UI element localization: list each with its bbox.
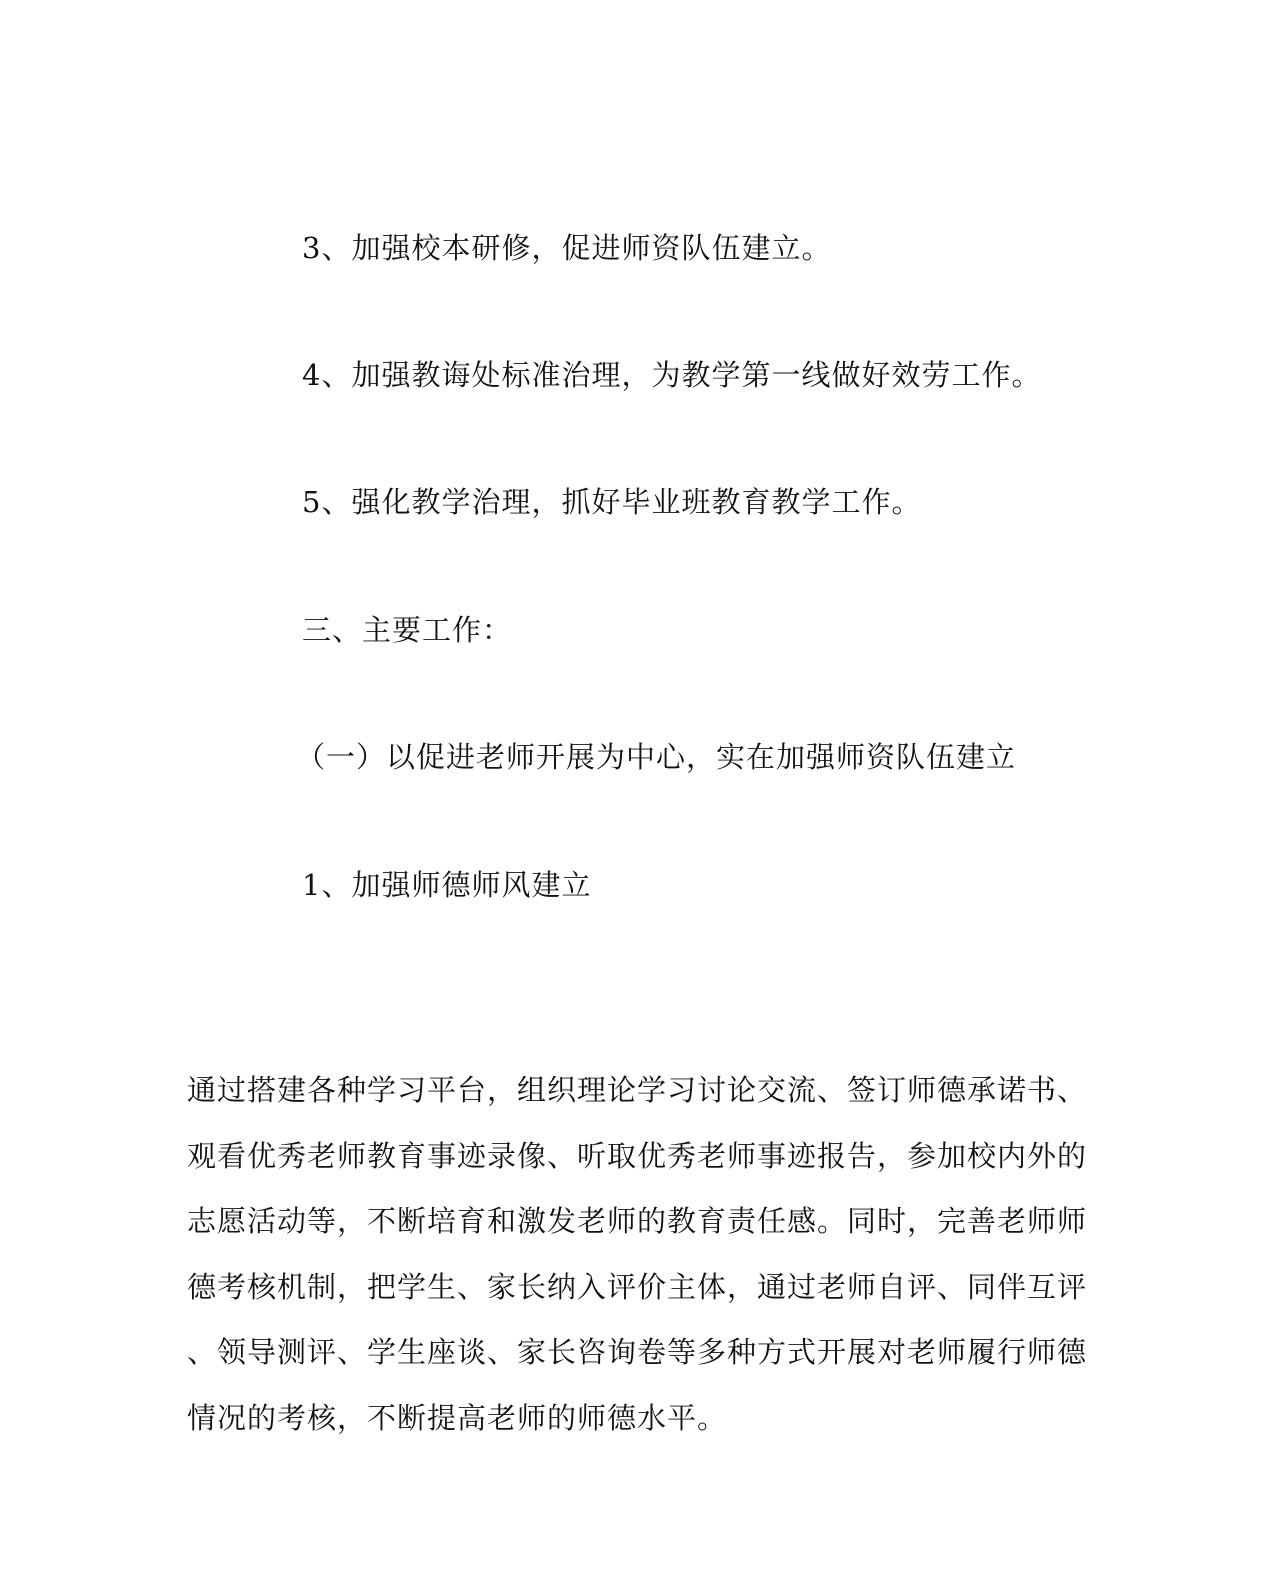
paragraph-line: 观看优秀老师教育事迹录像、听取优秀老师事迹报告，参加校内外的 (187, 1138, 1088, 1173)
paragraph-line: 、领导测评、学生座谈、家长咨询卷等多种方式开展对老师履行师德 (187, 1335, 1088, 1369)
subitem-1-heading: 1、加强师德师风建立 (302, 868, 592, 902)
body-paragraph (187, 1058, 1088, 1451)
item-4-text: 4、加强教诲处标准治理，为教学第一线做好效劳工作。 (302, 358, 1042, 392)
paragraph-line: 志愿活动等，不断培育和激发老师的教育责任感。同时，完善老师师 (187, 1204, 1088, 1238)
paragraph-line: 情况的考核，不断提高老师的师德水平。 (187, 1400, 728, 1435)
paragraph-line: 德考核机制，把学生、家长纳入评价主体，通过老师自评、同伴互评 (187, 1269, 1088, 1304)
item-3-text: 3、加强校本研修，促进师资队伍建立。 (302, 231, 832, 265)
subsection-heading-1: （一）以促进老师开展为中心，实在加强师资队伍建立 (296, 740, 1017, 774)
paragraph-line: 通过搭建各种学习平台，组织理论学习讨论交流、签订师德承诺书、 (187, 1073, 1088, 1107)
section-heading-main-work: 三、主要工作： (302, 613, 513, 647)
item-5-text: 5、强化教学治理，抓好毕业班教育教学工作。 (302, 485, 922, 519)
